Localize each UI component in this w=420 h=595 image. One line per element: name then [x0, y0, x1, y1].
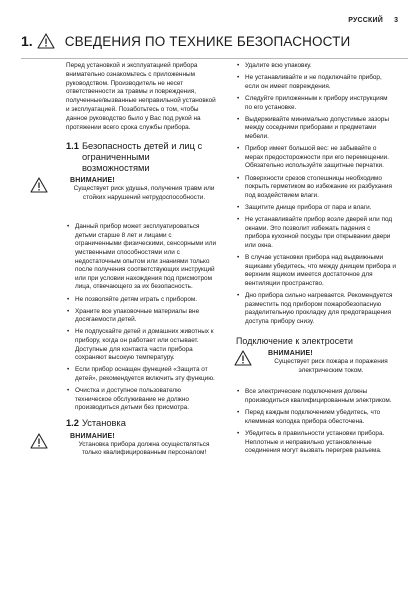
- warning-label: ВНИМАНИЕ!: [268, 350, 313, 358]
- list-item: • Дно прибора сильно нагревается. Рекомендуется разместить под прибором пожаробезопасную разделительную прокладку для предотвращения доступа прибору снизу.: [236, 292, 396, 326]
- title-divider: [21, 58, 408, 59]
- warning-text: Существует риск удушья, получения травм или стойких нарушений нетрудоспособности.: [73, 185, 215, 201]
- electrical-heading: Подключение к электросети: [236, 336, 354, 347]
- section-1-2-number: 1.2: [66, 418, 79, 428]
- page-number: 3: [394, 17, 398, 24]
- child-safety-warning: [66, 177, 218, 217]
- section-1-1-number: 1.1: [66, 141, 79, 152]
- section-1-1-title: Безопасность детей и лиц с ограниченными возможностями: [81, 141, 203, 173]
- warning-triangle-icon: [30, 177, 48, 193]
- list-item: • Следуйте приложенным к прибору инструкциям по его установке.: [236, 95, 396, 112]
- list-item: • Удалите всю упаковку.: [236, 62, 396, 71]
- warning-text: Установка прибора должна осуществляться только квалифицированным персоналом!: [78, 440, 210, 457]
- list-item: • Выдерживайте минимально допустимые зазоры между соседними приборами и предметами мебели.: [236, 116, 396, 142]
- list-item: • Очистка и доступное пользователю техническое обслуживание не должно производиться детьми без присмотра.: [66, 387, 218, 413]
- list-item: • Не устанавливайте и не подключайте прибор, если он имеет повреждения.: [236, 74, 396, 91]
- header-language: РУССКИЙ: [348, 17, 383, 24]
- list-item: • Защитите днище прибора от пара и влаги.: [236, 204, 396, 213]
- installation-list: [236, 62, 396, 326]
- list-item: • Поверхности срезов столешницы необходимо покрыть герметиком во избежание их разбухания под воздействием влаги.: [236, 175, 396, 201]
- list-item: • В случае установки прибора над выдвижными ящиками убедитесь, что между днищем прибора и верхним ящиком имеется достаточное для вентиляции пространство.: [236, 254, 396, 288]
- list-item: • Перед каждым подключением убедитесь, что клеммная колодка прибора обесточена.: [236, 409, 396, 426]
- list-item: • Все электрические подключения должны производиться квалифицированным электриком.: [236, 388, 396, 405]
- installation-warning: [66, 433, 218, 473]
- list-item: • Не позволяйте детям играть с прибором.: [66, 296, 218, 305]
- list-item: • Не устанавливайте прибор возле дверей или под окнами. Это позволит избежать падения с прибора кухонной посуды при открывании двери или окна.: [236, 216, 396, 250]
- title-number: 1.: [21, 33, 33, 49]
- warning-triangle-icon: [234, 350, 252, 366]
- warning-label: ВНИМАНИЕ!: [70, 432, 115, 440]
- section-1-2-heading: [66, 418, 218, 429]
- list-item: • Не подпускайте детей и домашних животных к прибору, когда он работает или остывает. Доступные для контакта части прибора сохраняют высокую температуру.: [66, 328, 218, 362]
- list-item: • Прибор имеет большой вес: не забывайте о мерах предосторожности при его перемещении. Обязательно используйте защитные перчатки.: [236, 145, 396, 171]
- electrical-list: [236, 388, 396, 455]
- list-item: • Убедитесь в правильности установки прибора. Неплотные и неправильно установленные соединения могут вызвать перегрев разъема.: [236, 430, 396, 456]
- section-1-1-heading: [66, 141, 218, 173]
- warning-triangle-icon: [37, 33, 55, 49]
- title-text: СВЕДЕНИЯ ПО ТЕХНИКЕ БЕЗОПАСНОСТИ: [64, 33, 351, 49]
- warning-text: Существует риск пожара и поражения электрическим током.: [274, 358, 388, 374]
- electrical-warning: [236, 350, 396, 384]
- warning-triangle-icon: [30, 433, 48, 449]
- right-column: [236, 62, 396, 459]
- page-title: [21, 33, 408, 49]
- list-item: • Данный прибор может эксплуатироваться детьми старше 8 лет и лицами с ограниченными физическими, сенсорными или умственными способностями или с недостаточным опытом или знаниями только после получения соответствующих инструкций или при условии нахождения под присмотром лица, отвечающего за их безопасность.: [66, 223, 218, 292]
- intro-paragraph: Перед установкой и эксплуатацией прибора внимательно ознакомьтесь с приложенным руководством. Производитель не несет ответственности за травмы и повреждения, полученные/вызванные неправильной установкой и эксплуатацией. Позаботьтесь о том, чтобы данное руководство было у Вас под рукой на протяжении всего срока службы прибора.: [66, 62, 216, 131]
- left-column: [66, 62, 218, 473]
- warning-label: ВНИМАНИЕ!: [70, 177, 115, 185]
- list-item: • Если прибор оснащен функцией «Защита от детей», рекомендуется включить эту функцию.: [66, 366, 218, 383]
- list-item: • Храните все упаковочные материалы вне досягаемости детей.: [66, 308, 218, 325]
- child-safety-list: [66, 223, 218, 413]
- section-1-2-title: Установка: [81, 418, 126, 428]
